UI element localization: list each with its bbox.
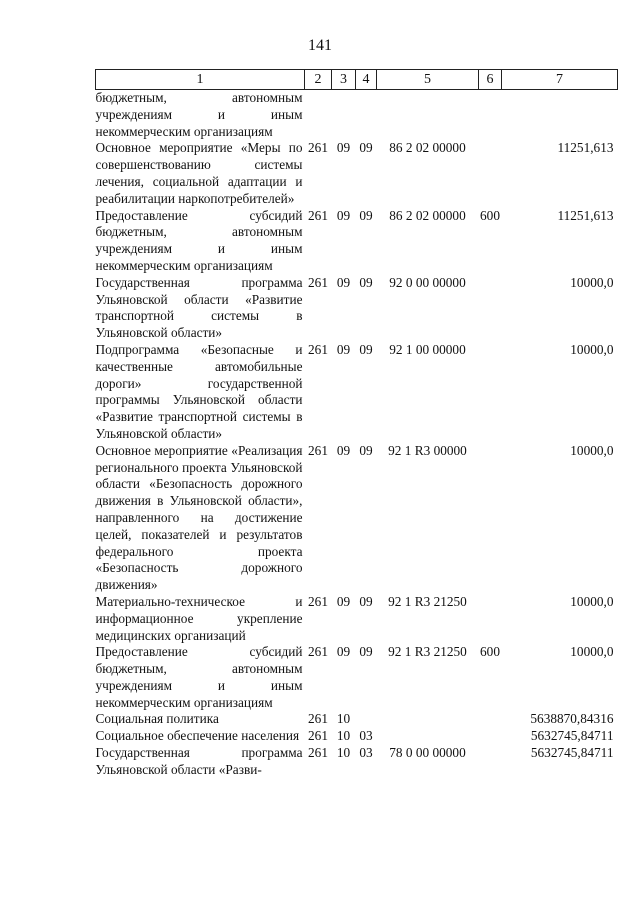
table-row [96, 443, 618, 594]
budget-table [95, 69, 618, 779]
row-name: Основное мероприятие «Реализация регионального проекта Ульяновской области «Безопасность дорожного движения в Ульяновской области», направленного на достижение целей, показателей и результатов федерального проекта «Безопасность дорожного движения» [95, 442, 303, 593]
row-expense-type-code [479, 140, 502, 207]
row-grbs-code: 261 [308, 745, 328, 761]
header-row [96, 70, 618, 90]
row-target-article-code [377, 711, 479, 728]
row-grbs-code: 261 [308, 207, 328, 223]
header-col-1: 1 [96, 70, 305, 90]
table-row [96, 275, 618, 342]
row-expense-type-code [479, 275, 502, 342]
row-grbs-code: 261 [308, 442, 328, 458]
row-section-code: 09 [336, 644, 351, 660]
table-row [96, 208, 618, 275]
row-section-code: 09 [336, 442, 351, 458]
row-grbs-code: 261 [308, 728, 328, 744]
row-expense-type-code [479, 342, 502, 443]
row-amount: 11251,613 [557, 207, 614, 223]
row-grbs-code: 261 [308, 711, 328, 727]
row-name: Предоставление субсидий бюджетным, автономным учреждениям и иным некоммерческим организациям [95, 644, 303, 710]
row-section-code: 09 [336, 207, 351, 223]
table-row [96, 90, 618, 141]
table-row [96, 728, 618, 745]
row-section-code: 10 [336, 728, 351, 744]
row-subsection-code: 09 [359, 207, 373, 223]
row-target-article-code: 92 0 00 00000 [389, 274, 466, 290]
row-name: Подпрограмма «Безопасные и качественные автомобильные дороги» государственной программы Ульяновской области «Развитие транспортной системы в Ульяновской области» [95, 341, 303, 441]
header-col-4: 4 [356, 70, 377, 90]
row-grbs-code: 261 [308, 341, 328, 357]
page-number: 141 [308, 37, 332, 54]
row-target-article-code: 86 2 02 00000 [389, 140, 466, 156]
row-amount: 10000,0 [570, 644, 614, 660]
row-name: Государственная программа Ульяновской области «Разви- [95, 745, 303, 777]
row-expense-type-code [479, 728, 502, 745]
row-target-article-code: 86 2 02 00000 [389, 207, 466, 223]
row-expense-type-code [479, 745, 502, 779]
row-subsection-code [356, 711, 377, 728]
header-col-2: 2 [305, 70, 332, 90]
row-grbs-code: 261 [308, 274, 328, 290]
row-expense-type-code: 600 [480, 207, 500, 223]
row-name: Предоставление субсидий бюджетным, автономным учреждениям и иным некоммерческим организациям [95, 207, 303, 273]
row-name: Социальная политика [95, 711, 219, 727]
row-amount: 5632745,84711 [530, 728, 614, 744]
row-expense-type-code [479, 711, 502, 728]
row-name: Социальное обеспечение населения [95, 728, 300, 744]
row-grbs-code: 261 [308, 644, 328, 660]
row-target-article-code [377, 728, 479, 745]
table-row [96, 594, 618, 644]
row-target-article-code [377, 90, 479, 141]
row-target-article-code: 78 0 00 00000 [389, 745, 466, 761]
row-section-code: 09 [336, 341, 351, 357]
row-section-code: 09 [336, 140, 351, 156]
row-expense-type-code: 600 [480, 644, 500, 660]
table-row [96, 342, 618, 443]
row-target-article-code: 92 1 R3 00000 [388, 442, 467, 458]
row-section-code: 10 [336, 745, 351, 761]
row-name: Основное мероприятие «Меры по совершенствованию системы лечения, социальной адаптации и реабилитации наркопотребителей» [95, 140, 303, 206]
row-expense-type-code [479, 90, 502, 141]
row-amount: 10000,0 [570, 274, 614, 290]
row-name: Государственная программа Ульяновской области «Развитие транспортной системы в Ульяновской области» [95, 274, 303, 341]
header-col-3: 3 [332, 70, 356, 90]
row-amount: 10000,0 [570, 593, 614, 609]
row-subsection-code: 09 [359, 140, 373, 156]
row-grbs-code [305, 90, 332, 141]
row-expense-type-code [479, 443, 502, 594]
row-section-code: 09 [336, 593, 351, 609]
row-amount: 11251,613 [557, 140, 614, 156]
row-grbs-code: 261 [308, 140, 328, 156]
row-subsection-code [356, 90, 377, 141]
row-subsection-code: 03 [359, 728, 373, 744]
row-subsection-code: 09 [359, 593, 373, 609]
row-subsection-code: 09 [359, 644, 373, 660]
header-col-7: 7 [502, 70, 618, 90]
row-amount: 10000,0 [570, 341, 614, 357]
table-header [96, 70, 618, 90]
row-expense-type-code [479, 594, 502, 644]
header-col-6: 6 [479, 70, 502, 90]
row-name: бюджетным, автономным учреждениям и иным некоммерческим организациям [95, 90, 303, 139]
row-subsection-code: 09 [359, 341, 373, 357]
row-grbs-code: 261 [308, 593, 328, 609]
row-amount: 10000,0 [570, 442, 614, 458]
table-row [96, 644, 618, 711]
row-name: Материально-техническое и информационное укрепление медицинских организаций [95, 593, 303, 643]
row-subsection-code: 09 [359, 274, 373, 290]
row-section-code: 09 [336, 274, 351, 290]
row-target-article-code: 92 1 00 00000 [389, 341, 466, 357]
row-amount: 5632745,84711 [530, 745, 614, 761]
table-body [96, 90, 618, 779]
row-target-article-code: 92 1 R3 21250 [388, 644, 467, 660]
row-section-code [332, 90, 356, 141]
row-amount [502, 90, 618, 141]
row-amount: 5638870,84316 [530, 711, 614, 727]
table-row [96, 711, 618, 728]
row-subsection-code: 03 [359, 745, 373, 761]
row-subsection-code: 09 [359, 442, 373, 458]
row-target-article-code: 92 1 R3 21250 [388, 593, 467, 609]
table-row [96, 745, 618, 779]
header-col-5: 5 [377, 70, 479, 90]
row-section-code: 10 [336, 711, 351, 727]
table-row [96, 140, 618, 207]
